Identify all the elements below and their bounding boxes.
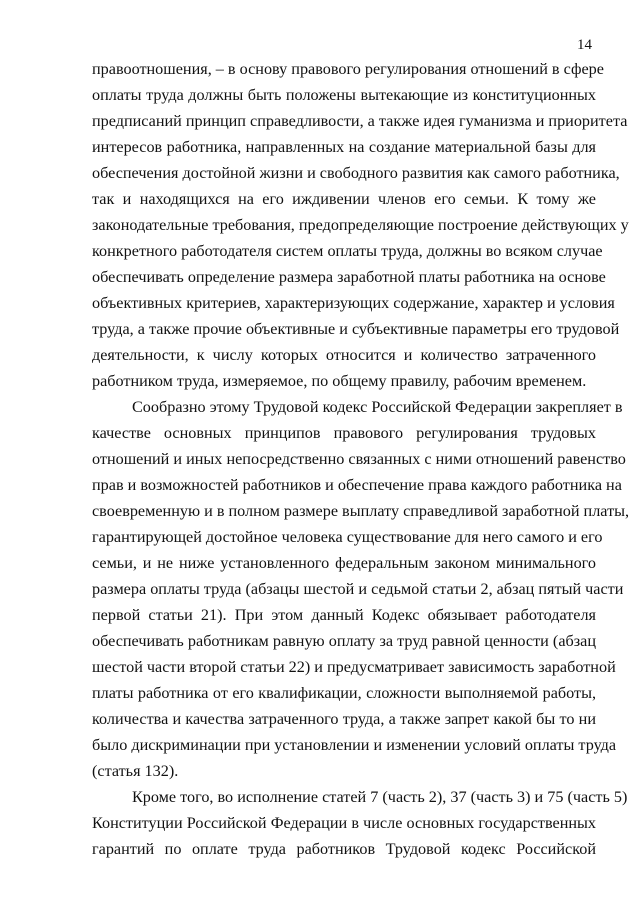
- paragraph-2: [92, 394, 630, 784]
- text-line: прав и возможностей работников и обеспечение права каждого работника на: [92, 476, 622, 494]
- text-line: оплаты труда должны быть положены вытекающие из конституционных: [92, 86, 596, 104]
- text-line: интересов работника, направленных на создание материальной базы для: [92, 138, 596, 156]
- paragraph-1: [92, 56, 629, 394]
- paragraph-3: [92, 784, 628, 862]
- text-line: гарантий по оплате труда работников Трудовой кодекс Российской: [92, 840, 596, 858]
- text-line: труда, а также прочие объективные и субъективные параметры его трудовой: [92, 320, 620, 338]
- text-line: первой статьи 21). При этом данный Кодекс обязывает работодателя: [92, 606, 596, 624]
- text-line: предписаний принцип справедливости, а также идея гуманизма и приоритета: [92, 112, 628, 130]
- text-line: Сообразно этому Трудовой кодекс Российской Федерации закрепляет в: [132, 398, 623, 416]
- body-text: [92, 56, 630, 862]
- text-line: своевременную и в полном размере выплату справедливой заработной платы,: [92, 502, 630, 520]
- text-line: количества и качества затраченного труда, а также запрет какой бы то ни: [92, 710, 596, 728]
- text-line: шестой части второй статьи 22) и предусматривает зависимость заработной: [92, 658, 616, 676]
- text-line: отношений и иных непосредственно связанных с ними отношений равенство: [92, 450, 626, 468]
- text-line: конкретного работодателя систем оплаты труда, должны во всяком случае: [92, 242, 603, 260]
- text-line: законодательные требования, предопределяющие построение действующих у: [92, 216, 629, 234]
- text-line: правоотношения, – в основу правового регулирования отношений в сфере: [92, 60, 604, 78]
- text-line: семьи, и не ниже установленного федеральным законом минимального: [92, 554, 596, 572]
- text-line: качестве основных принципов правового регулирования трудовых: [92, 424, 596, 442]
- page-number: 14: [577, 37, 592, 53]
- text-line: объективных критериев, характеризующих содержание, характер и условия: [92, 294, 615, 312]
- text-line: обеспечения достойной жизни и свободного развития как самого работника,: [92, 164, 620, 182]
- text-line: так и находящихся на его иждивении членов его семьи. К тому же: [92, 190, 596, 208]
- text-line: гарантирующей достойное человека существование для него самого и его: [92, 528, 603, 546]
- text-line: обеспечивать определение размера заработной платы работника на основе: [92, 268, 606, 286]
- text-line: деятельности, к числу которых относится и количество затраченного: [92, 346, 596, 364]
- text-line: работником труда, измеряемое, по общему правилу, рабочим временем.: [92, 372, 587, 390]
- text-line: Конституции Российской Федерации в числе основных государственных: [92, 814, 596, 832]
- text-line: Кроме того, во исполнение статей 7 (часть 2), 37 (часть 3) и 75 (часть 5): [132, 788, 628, 806]
- text-line: было дискриминации при установлении и изменении условий оплаты труда: [92, 736, 617, 754]
- text-line: размера оплаты труда (абзацы шестой и седьмой статьи 2, абзац пятый части: [92, 580, 624, 598]
- text-line: платы работника от его квалификации, сложности выполняемой работы,: [92, 684, 596, 702]
- text-line: (статья 132).: [92, 762, 179, 780]
- text-line: обеспечивать работникам равную оплату за труд равной ценности (абзац: [92, 632, 596, 650]
